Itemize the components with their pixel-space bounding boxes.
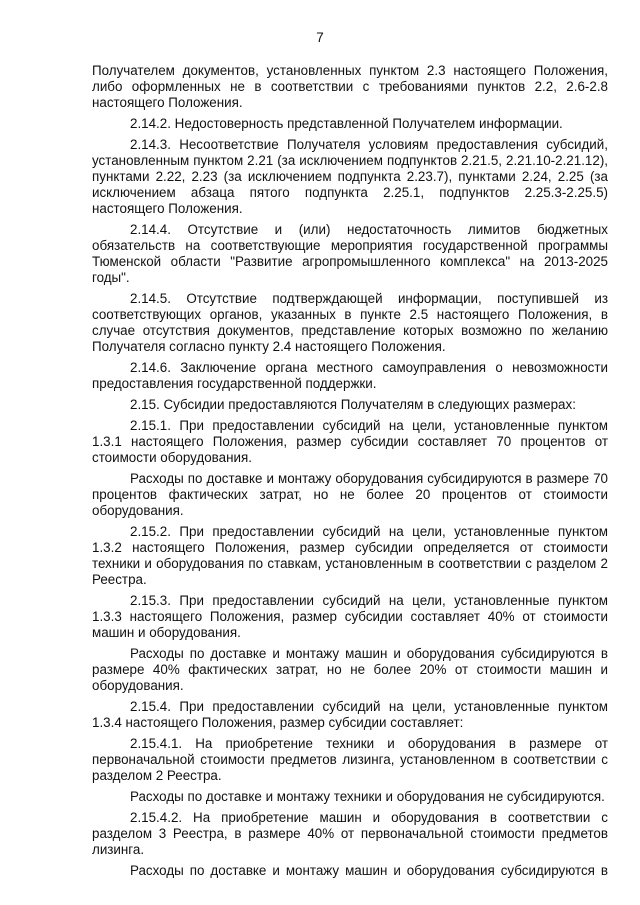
paragraph: Расходы по доставке и монтажу техники и оборудования не субсидируются. [130, 789, 605, 804]
paragraph: 2.14.4. Отсутствие и (или) недостаточность лимитов бюджетных обязательств на соответствующие мероприятия государственной программы Тюменской области "Развитие агропромышленного комплекса" на 2013-2025 годы". [92, 222, 608, 285]
paragraph: 2.14.6. Заключение органа местного самоуправления о невозможности предоставления государственной поддержки. [92, 360, 608, 391]
paragraph: Получателем документов, установленных пунктом 2.3 настоящего Положения, либо оформленных не в соответствии с требованиями пунктов 2.2, 2.6-2.8 настоящего Положения. [92, 63, 608, 110]
paragraph: 2.15.4. При предоставлении субсидий на цели, установленные пунктом 1.3.4 настоящего Положения, размер субсидии составляет: [92, 699, 608, 730]
paragraph: Расходы по доставке и монтажу машин и оборудования субсидируются в [130, 863, 608, 878]
paragraph: 2.15.3. При предоставлении субсидий на цели, установленные пунктом 1.3.3 настоящего Положения, размер субсидии составляет 40% от стоимости машин и оборудования. [92, 593, 608, 640]
page-number: 7 [316, 30, 324, 45]
paragraph: 2.14.3. Несоответствие Получателя условиям предоставления субсидий, установленным пунктом 2.21 (за исключением подпунктов 2.21.5, 2.21.10-2.21.12), пунктами 2.22, 2.23 (за исключением подпункта 2.23.7), пунктами 2.24, 2.25 (за исключением абзаца пятого подпункта 2.25.1, подпунктов 2.25.3-2.25.5) настоящего Положения. [92, 137, 608, 216]
paragraph: 2.14.5. Отсутствие подтверждающей информации, поступившей из соответствующих органов, указанных в пункте 2.5 настоящего Положения, в случае отсутствия документов, представление которых возможно по желанию Получателя согласно пункту 2.4 настоящего Положения. [92, 291, 608, 354]
paragraph: Расходы по доставке и монтажу машин и оборудования субсидируются в размере 40% фактических затрат, но не более 20% от стоимости машин и оборудования. [92, 646, 608, 693]
paragraph: 2.15.2. При предоставлении субсидий на цели, установленные пунктом 1.3.2 настоящего Положения, размер субсидии определяется от стоимости техники и оборудования по ставкам, установленным в соответствии с разделом 2 Реестра. [92, 524, 608, 587]
document-body [92, 63, 608, 879]
paragraph: Расходы по доставке и монтажу оборудования субсидируются в размере 70 процентов фактических затрат, но не более 20 процентов от стоимости оборудования. [92, 471, 608, 518]
paragraph: 2.15.4.1. На приобретение техники и оборудования в размере от первоначальной стоимости предметов лизинга, установленном в соответствии с разделом 2 Реестра. [92, 736, 608, 783]
paragraph: 2.15. Субсидии предоставляются Получателям в следующих размерах: [130, 397, 576, 412]
paragraph: 2.14.2. Недостоверность представленной Получателем информации. [130, 116, 563, 131]
paragraph: 2.15.1. При предоставлении субсидий на цели, установленные пунктом 1.3.1 настоящего Положения, размер субсидии составляет 70 процентов от стоимости оборудования. [92, 418, 608, 465]
paragraph: 2.15.4.2. На приобретение машин и оборудования в соответствии с разделом 3 Реестра, в размере 40% от первоначальной стоимости предметов лизинга. [92, 810, 608, 857]
